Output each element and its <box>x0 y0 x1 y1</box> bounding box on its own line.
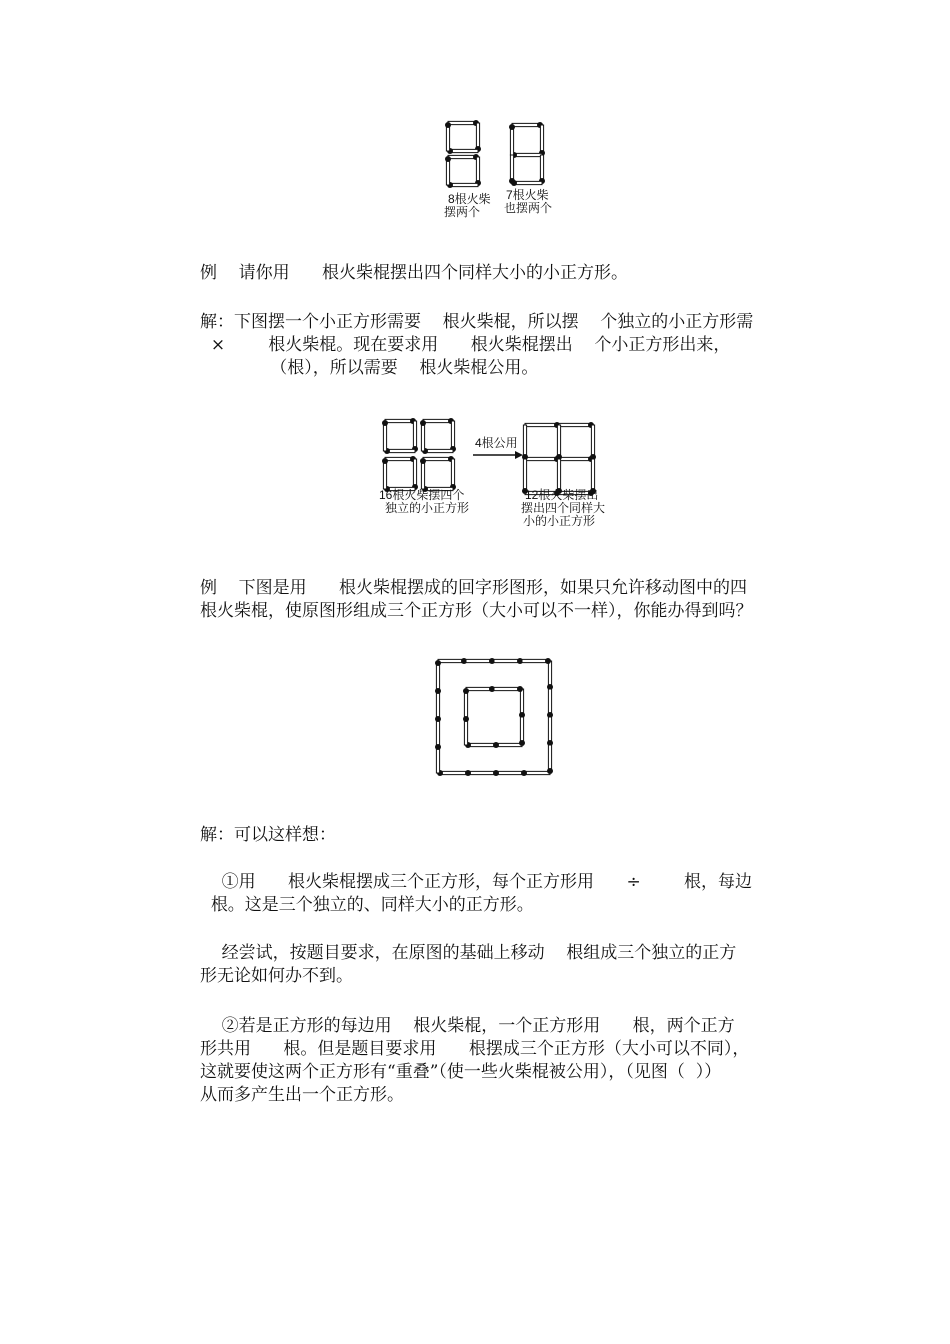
matchstick <box>525 422 560 428</box>
matchstick <box>447 148 478 154</box>
matchstick <box>448 154 479 160</box>
matchstick <box>509 124 515 155</box>
figure1-caption-right-2: 也摆两个 <box>504 201 553 215</box>
matchstick <box>412 459 418 490</box>
matchstick <box>465 770 494 776</box>
matchstick <box>445 156 451 185</box>
figure3-svg <box>432 655 558 781</box>
matchstick <box>447 182 478 188</box>
solution-2-intro: 解：可以这样想： <box>200 825 336 845</box>
example-1: 例 请你用 根火柴棍摆出四个同样大小的小正方形。 <box>200 263 629 283</box>
matchstick <box>475 123 481 152</box>
matchstick <box>463 716 469 745</box>
matchstick <box>420 458 426 489</box>
figure2-svg <box>375 415 615 535</box>
matchstick <box>412 421 418 452</box>
solution-1: 解：下图摆一个小正方形需要 根火柴棍，所以摆 个独立的小正方形需 × 根火柴棍。现在要求用 根火柴棍摆出 个小正方形出来， （根），所以需要 根火柴棍公用。 <box>200 312 754 378</box>
matchstick <box>493 770 522 776</box>
matchstick <box>465 742 494 748</box>
matchstick <box>509 155 515 184</box>
matchstick <box>466 658 495 664</box>
matchstick <box>559 456 594 462</box>
matchstick <box>511 152 542 158</box>
matchstick <box>420 420 426 451</box>
matchstick <box>556 425 562 460</box>
matchstick <box>522 658 551 664</box>
matchstick <box>547 745 553 774</box>
matchstick <box>382 420 388 451</box>
figure-hui-shape <box>432 655 558 781</box>
figure1-caption-left-1: 8根火柴 <box>448 192 491 206</box>
figure1-caption-right-1: 7根火柴 <box>506 188 549 202</box>
figure1-svg <box>430 115 560 225</box>
matchstick <box>559 422 594 428</box>
matchstick <box>423 456 454 462</box>
figure2-caption-right-1: 12根火柴摆出 <box>525 488 599 502</box>
figure2-caption-left-1: 16根火柴摆四个 <box>379 488 465 502</box>
matchstick <box>521 770 550 776</box>
matchstick <box>590 425 596 460</box>
figure-two-squares <box>430 115 560 225</box>
matchstick <box>423 418 454 424</box>
matchstick <box>384 448 415 454</box>
matchstick <box>511 180 542 186</box>
matchstick <box>475 157 481 186</box>
step-1: ①用 根火柴棍摆成三个正方形，每个正方形用 ÷ 根，每边 根。这是三个独立的、同样大小的正方形。 <box>210 872 752 915</box>
matchstick <box>493 742 522 748</box>
matchstick <box>437 770 466 776</box>
matchstick <box>445 122 451 151</box>
arrow-head-icon <box>515 451 523 459</box>
figure2-caption-right-2: 摆出四个同样大 <box>521 501 606 515</box>
figure2-caption-left-2: 独立的小正方形 <box>385 501 470 515</box>
matchstick <box>539 125 545 156</box>
figure-four-squares <box>375 415 615 535</box>
matchstick <box>522 425 528 460</box>
matchstick <box>435 744 441 773</box>
matchstick <box>547 689 553 718</box>
matchstick <box>448 120 479 126</box>
figure2-caption-right-3: 小的小正方形 <box>523 514 596 528</box>
matchstick <box>450 459 456 490</box>
example-2: 例 下图是用 根火柴棍摆成的回字形图形，如果只允许移动图中的四 根火柴棍，使原图形组成三个正方形（大小可以不一样），你能办得到吗？ <box>200 578 753 621</box>
matchstick <box>450 421 456 452</box>
matchstick <box>435 688 441 717</box>
matchstick <box>422 448 453 454</box>
matchstick <box>519 689 525 718</box>
matchstick <box>547 717 553 746</box>
matchstick <box>463 688 469 717</box>
matchstick <box>435 660 441 689</box>
matchstick <box>494 686 523 692</box>
arrow-label: 4根公用 <box>475 436 518 450</box>
matchstick <box>466 686 495 692</box>
matchstick <box>382 458 388 489</box>
matchstick <box>519 717 525 746</box>
matchstick <box>547 661 553 690</box>
matchstick <box>512 122 543 128</box>
step-2: ②若是正方形的每边用 根火柴棍，一个正方形用 根，两个正方 形共用 根。但是题目要求用 根摆成三个正方形（大小可以不同）， 这就要使这两个正方形有“重叠”（使一些火柴棍被公用），（见图（ ）） 从而多产生出一个正方形。 <box>200 1016 750 1105</box>
matchstick <box>435 716 441 745</box>
matchstick <box>385 418 416 424</box>
matchstick <box>385 456 416 462</box>
figure1-caption-left-2: 摆两个 <box>444 205 481 219</box>
matchstick <box>539 155 545 184</box>
trial: 经尝试，按题目要求，在原图的基础上移动 根组成三个独立的正方 形无论如何办不到。 <box>200 943 737 986</box>
matchstick <box>494 658 523 664</box>
matchstick <box>525 456 560 462</box>
matchstick <box>438 658 467 664</box>
